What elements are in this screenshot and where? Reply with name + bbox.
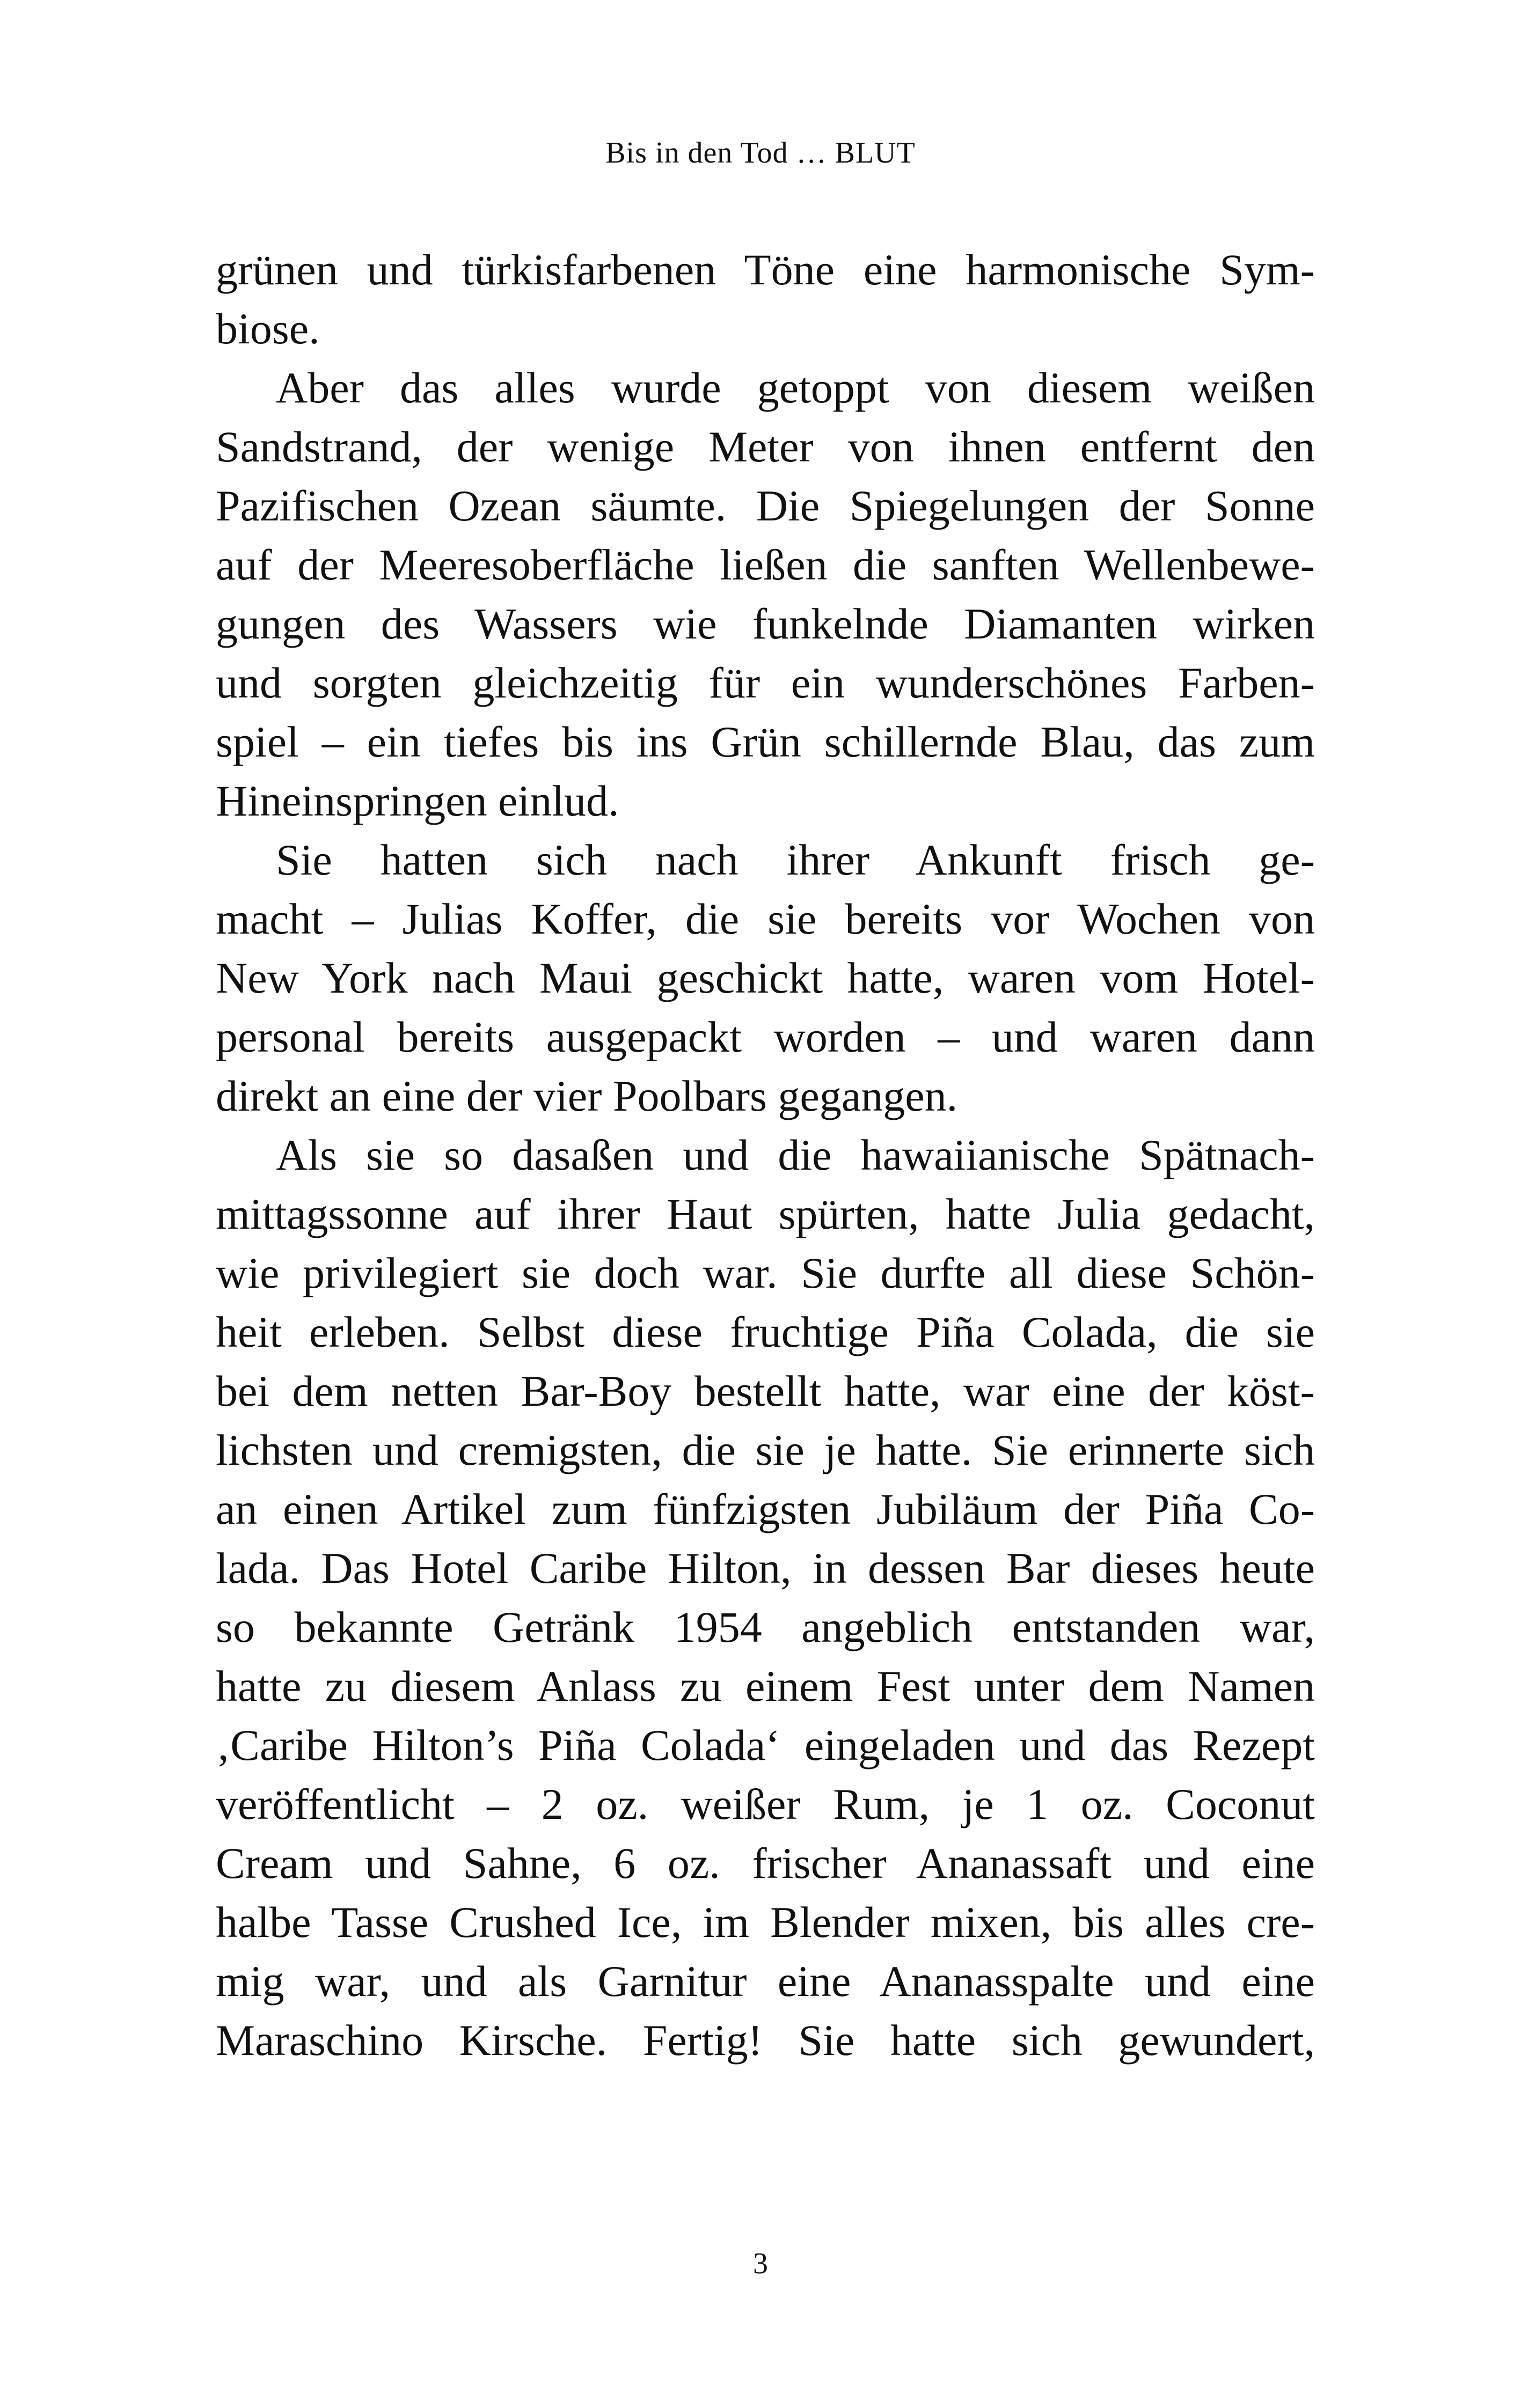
text-line: biose. <box>216 304 320 353</box>
page-number: 3 <box>753 2247 768 2280</box>
text-line: Sie hatten sich nach ihrer Ankunft frisch ge- <box>276 835 1315 884</box>
running-header: Bis in den Tod … BLUT <box>605 136 916 170</box>
text-line: wie privilegiert sie doch war. Sie durfte all diese Schön- <box>216 1249 1315 1297</box>
text-line: direkt an eine der vier Poolbars gegangen. <box>216 1071 958 1120</box>
paragraph <box>216 831 1315 1126</box>
text-line: grünen und türkisfarbenen Töne eine harmonische Sym- <box>216 245 1315 294</box>
text-line: so bekannte Getränk 1954 angeblich entstanden war, <box>216 1603 1315 1651</box>
text-line: ‚Caribe Hilton’s Piña Colada‘ eingeladen und das Rezept <box>216 1721 1315 1770</box>
text-line: und sorgten gleichzeitig für ein wunderschönes Farben- <box>216 658 1315 707</box>
text-line: hatte zu diesem Anlass zu einem Fest unter dem Namen <box>216 1662 1315 1710</box>
text-line: veröffentlicht – 2 oz. weißer Rum, je 1 oz. Coconut <box>216 1780 1315 1829</box>
paragraph <box>216 240 1315 358</box>
text-line: Aber das alles wurde getoppt von diesem weißen <box>276 363 1315 412</box>
text-line: auf der Meeresoberfläche ließen die sanften Wellenbewe- <box>216 540 1315 589</box>
text-line: spiel – ein tiefes bis ins Grün schillernde Blau, das zum <box>216 717 1315 766</box>
text-line: Als sie so dasaßen und die hawaiianische Spätnach- <box>276 1130 1315 1179</box>
text-line: halbe Tasse Crushed Ice, im Blender mixen, bis alles cre- <box>216 1898 1315 1947</box>
text-line: lichsten und cremigsten, die sie je hatte. Sie erinnerte sich <box>216 1426 1315 1474</box>
text-line: New York nach Maui geschickt hatte, waren vom Hotel- <box>216 953 1315 1002</box>
text-line: macht – Julias Koffer, die sie bereits vor Wochen von <box>216 894 1315 943</box>
paragraph <box>216 1126 1315 2070</box>
text-line: mig war, und als Garnitur eine Ananasspalte und eine <box>216 1957 1315 2006</box>
text-line: mittagssonne auf ihrer Haut spürten, hatte Julia gedacht, <box>216 1190 1315 1238</box>
text-line: Pazifischen Ozean säumte. Die Spiegelungen der Sonne <box>216 481 1315 530</box>
text-line: Cream und Sahne, 6 oz. frischer Ananassaft und eine <box>216 1839 1315 1888</box>
text-line: Maraschino Kirsche. Fertig! Sie hatte sich gewundert, <box>216 2016 1315 2065</box>
body-text <box>216 240 1315 2070</box>
text-line: an einen Artikel zum fünfzigsten Jubiläum der Piña Co- <box>216 1485 1315 1533</box>
text-line: Sandstrand, der wenige Meter von ihnen entfernt den <box>216 422 1315 471</box>
text-line: lada. Das Hotel Caribe Hilton, in dessen Bar dieses heute <box>216 1544 1315 1592</box>
text-line: gungen des Wassers wie funkelnde Diamanten wirken <box>216 599 1315 648</box>
text-line: bei dem netten Bar-Boy bestellt hatte, war eine der köst- <box>216 1367 1315 1415</box>
text-line: personal bereits ausgepackt worden – und waren dann <box>216 1012 1315 1061</box>
text-line: Hineinspringen einlud. <box>216 776 619 825</box>
paragraph <box>216 358 1315 831</box>
text-line: heit erleben. Selbst diese fruchtige Piña Colada, die sie <box>216 1308 1315 1356</box>
